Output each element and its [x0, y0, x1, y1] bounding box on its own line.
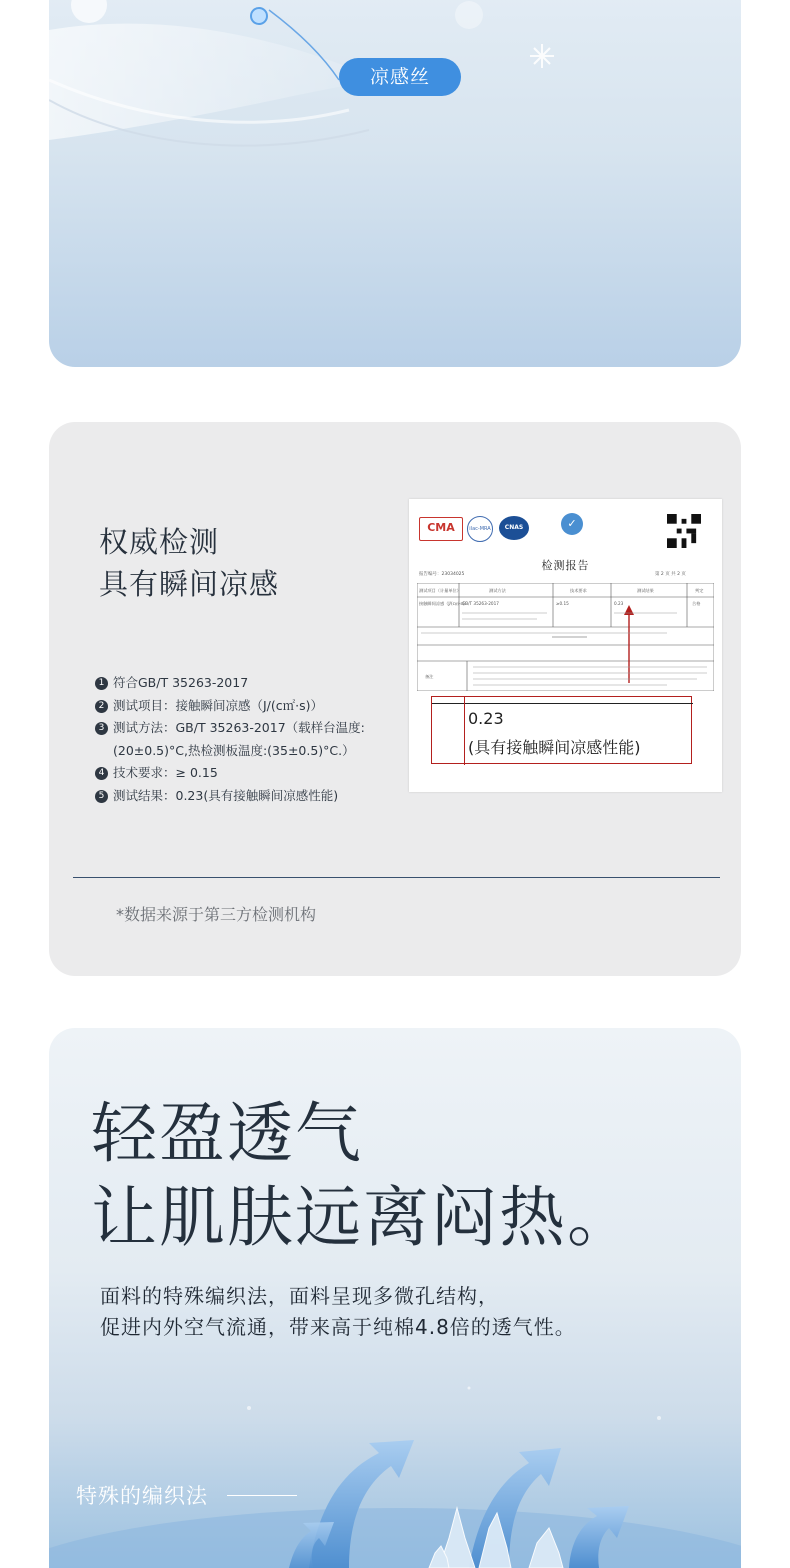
pointer-dot — [251, 8, 267, 24]
spec-number-badge: 3 — [95, 722, 108, 735]
spec-text: 测试项目：接触瞬间凉感（J/(c㎡·s)） — [113, 697, 324, 713]
cma-logo: CMA — [419, 517, 463, 541]
data-source-note: *数据来源于第三方检测机构 — [116, 905, 317, 924]
spec-text: 符合GB/T 35263-2017 — [113, 675, 249, 690]
fabric-swirl-illustration — [49, 0, 741, 367]
divider — [73, 877, 720, 878]
spec-text-continued: (20±0.5)°C,热检测板温度:(35±0.5)°C.） — [113, 742, 355, 758]
result-value: 0.23 — [468, 709, 504, 728]
report-cell-result: 0.23 — [614, 601, 624, 606]
spec-number-badge: 5 — [95, 790, 108, 803]
test-title-line2: 具有瞬间凉感 — [99, 567, 280, 601]
spec-text: 技术要求：≥ 0.15 — [113, 765, 218, 780]
weave-label: 特殊的编织法 — [76, 1484, 208, 1508]
report-col-header: 判定 — [695, 588, 704, 593]
spec-item — [95, 785, 405, 808]
spec-item — [95, 762, 405, 785]
report-number: 报告编号：23034025 — [419, 572, 465, 577]
spec-number-badge: 4 — [95, 767, 108, 780]
report-table — [417, 583, 714, 691]
spec-item — [95, 695, 405, 718]
breathable-headline-line2: 让肌肤远离闷热。 — [91, 1179, 635, 1256]
test-title-line1: 权威检测 — [99, 525, 220, 559]
cooling-fiber-panel — [49, 0, 741, 367]
check-seal-icon: ✓ — [561, 513, 583, 535]
weave-label-leader-line — [227, 1495, 297, 1496]
cooling-fiber-tag: 凉感丝 — [339, 58, 461, 96]
report-title: 检测报告 — [541, 559, 590, 572]
report-cell-requirement: ≥0.15 — [556, 601, 569, 606]
report-col-header: 技术要求 — [570, 588, 587, 593]
qr-code-icon — [667, 514, 701, 548]
report-cell-item: 接触瞬间凉感（J/(c㎡·s)） — [419, 601, 469, 606]
breathable-desc-line2: 促进内外空气流通，带来高于纯棉4.8倍的透气性。 — [100, 1315, 576, 1339]
airflow-illustration — [49, 1348, 741, 1568]
spec-text: 测试结果：0.23(具有接触瞬间凉感性能) — [113, 787, 339, 803]
report-col-header: 测试结果 — [637, 588, 654, 593]
report-remark-label: 备注 — [425, 674, 434, 679]
report-cell-method: GB/T 35263-2017 — [462, 601, 499, 606]
breathable-panel — [49, 1028, 741, 1568]
report-col-header: 测试项目（计量单位） — [419, 588, 461, 593]
report-cell-verdict: 合格 — [692, 601, 701, 606]
spec-item — [95, 672, 405, 695]
spec-list — [95, 672, 405, 807]
spec-number-badge: 2 — [95, 700, 108, 713]
authority-test-panel — [49, 422, 741, 976]
breathable-desc-line1: 面料的特殊编织法，面料呈现多微孔结构， — [100, 1284, 499, 1308]
spec-number-badge: 1 — [95, 677, 108, 690]
report-col-header: 测试方法 — [489, 588, 506, 593]
spec-item — [95, 717, 405, 740]
spec-text: 测试方法：GB/T 35263-2017（载样台温度: — [113, 720, 365, 735]
highlighted-result-box — [431, 696, 692, 764]
report-page-info: 第 2 页 共 2 页 — [655, 572, 686, 577]
ilac-mra-logo: ilac-MRA — [467, 516, 493, 542]
snowflake-icon — [530, 44, 554, 68]
test-report-image — [409, 499, 722, 792]
cnas-logo: CNAS — [499, 516, 529, 540]
breathable-headline-line1: 轻盈透气 — [91, 1095, 363, 1172]
result-description: (具有接触瞬间凉感性能) — [468, 738, 641, 757]
